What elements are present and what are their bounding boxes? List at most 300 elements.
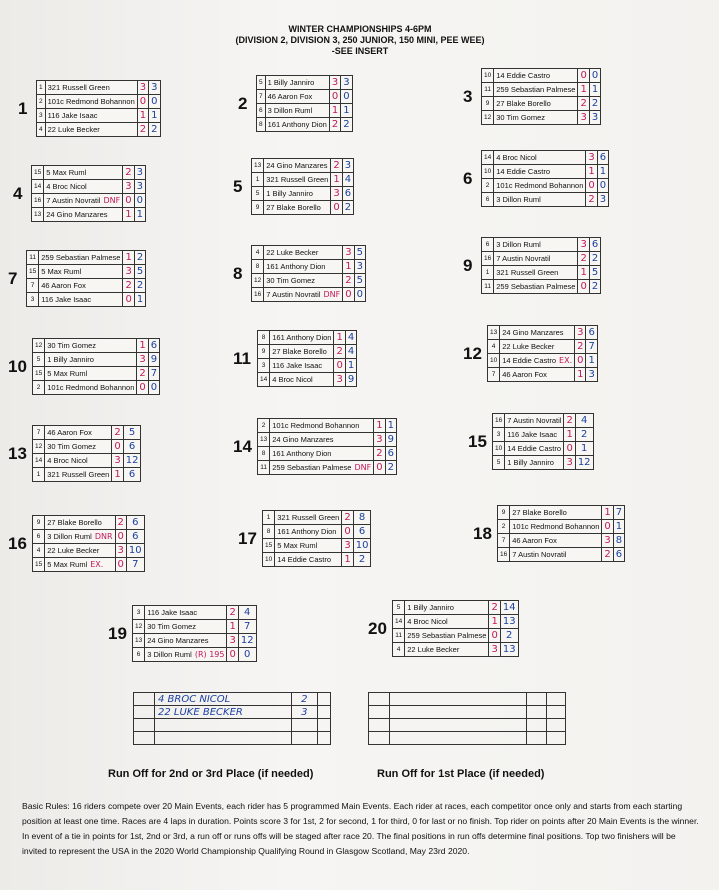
rider-name: 1 Billy Janniro xyxy=(407,602,454,612)
rider-name: 14 Eddie Castro xyxy=(496,166,551,176)
total-points: 13 xyxy=(500,643,518,657)
race-row xyxy=(33,468,141,482)
runoff-score xyxy=(292,719,318,732)
race-points: 0 xyxy=(342,525,353,539)
runoff-rider-name: 22 LUKE BECKER xyxy=(155,706,292,719)
rider-name: 321 Russell Green xyxy=(47,469,110,479)
total-points: 4 xyxy=(238,606,256,620)
rider-cell xyxy=(264,201,331,215)
rider-name: 30 Tim Gomez xyxy=(147,621,196,631)
race-table xyxy=(481,68,601,125)
race-row xyxy=(32,194,146,208)
rider-name: 101c Redmond Bohannon xyxy=(47,96,135,106)
total-points: 5 xyxy=(354,274,365,288)
total-points: 1 xyxy=(613,520,624,534)
rider-name: 101c Redmond Bohannon xyxy=(512,521,600,531)
start-position: 12 xyxy=(33,440,45,454)
total-points: 2 xyxy=(134,251,145,265)
race-table xyxy=(36,80,161,137)
start-position: 12 xyxy=(33,339,45,353)
race-points: 3 xyxy=(137,353,148,367)
rider-cell xyxy=(494,151,586,165)
race-row xyxy=(33,426,141,440)
rider-name: 24 Gino Manzares xyxy=(272,434,334,444)
runoff-rider-name: 4 BROC NICOL xyxy=(155,693,292,706)
race-row xyxy=(482,266,601,280)
total-points: 12 xyxy=(575,456,593,470)
rider-cell xyxy=(270,331,334,345)
race-points: 3 xyxy=(227,634,238,648)
runoff-rider-name xyxy=(390,706,527,719)
rider-name: 259 Sebastian Palmese xyxy=(496,84,576,94)
start-position: 10 xyxy=(482,165,494,179)
rider-name: 161 Anthony Dion xyxy=(266,261,326,271)
race-row xyxy=(482,238,601,252)
total-points: 4 xyxy=(345,345,356,359)
total-points: 0 xyxy=(341,90,352,104)
race-row xyxy=(252,288,366,302)
race-row xyxy=(263,511,371,525)
start-position: 6 xyxy=(482,193,494,207)
rider-cell xyxy=(500,368,575,382)
start-position: 9 xyxy=(482,97,494,111)
rider-name: 116 Jake Isaac xyxy=(272,360,323,370)
race-points: 3 xyxy=(489,643,500,657)
race-row xyxy=(27,251,146,265)
total-points: 3 xyxy=(589,111,600,125)
start-position: 2 xyxy=(498,520,510,534)
race-points: 2 xyxy=(137,367,148,381)
total-points: 6 xyxy=(613,548,624,562)
rider-cell xyxy=(45,109,137,123)
rider-note: DNF xyxy=(354,462,372,472)
start-position: 15 xyxy=(263,539,275,553)
race-points: 3 xyxy=(137,81,148,95)
race-table xyxy=(262,510,371,567)
total-points: 9 xyxy=(385,433,396,447)
runoff-score xyxy=(527,693,547,706)
total-points: 2 xyxy=(589,252,600,266)
runoff-score xyxy=(527,719,547,732)
rider-name: 116 Jake Isaac xyxy=(147,607,198,617)
race-number: 4 xyxy=(13,184,23,203)
rider-cell xyxy=(264,159,331,173)
race-points: 2 xyxy=(374,447,385,461)
race-row xyxy=(33,530,145,544)
race-points: 0 xyxy=(575,354,586,368)
total-points: 1 xyxy=(597,165,608,179)
total-points: 3 xyxy=(134,166,145,180)
start-position: 13 xyxy=(32,208,44,222)
race-row xyxy=(493,428,594,442)
rider-name: 5 Max Ruml xyxy=(277,540,318,550)
runoff-row xyxy=(134,732,331,745)
start-position: 14 xyxy=(393,615,405,629)
race-table xyxy=(32,515,145,572)
race-number: 7 xyxy=(8,269,18,288)
rider-name: 4 Broc Nicol xyxy=(407,616,448,626)
race-points: 3 xyxy=(112,454,123,468)
rider-cell xyxy=(270,373,334,387)
race-points: 1 xyxy=(564,428,575,442)
rider-cell xyxy=(270,345,334,359)
rider-name: 27 Blake Borello xyxy=(272,346,327,356)
rider-name: 116 Jake Isaac xyxy=(47,110,98,120)
rider-cell xyxy=(510,548,602,562)
start-position: 4 xyxy=(393,643,405,657)
rider-cell xyxy=(265,90,329,104)
race-row xyxy=(33,516,145,530)
rider-note: DNR xyxy=(94,531,113,541)
race-points: 2 xyxy=(575,340,586,354)
start-position: 9 xyxy=(498,506,510,520)
total-points: 1 xyxy=(589,83,600,97)
race-row xyxy=(27,293,146,307)
total-points: 4 xyxy=(345,331,356,345)
total-points: 13 xyxy=(500,615,518,629)
race-table xyxy=(392,600,519,657)
rider-cell xyxy=(264,260,343,274)
rider-cell xyxy=(45,530,115,544)
rider-note: EX. xyxy=(559,355,573,365)
race-points: 1 xyxy=(137,339,148,353)
start-position: 13 xyxy=(488,326,500,340)
rider-name: 1 Billy Janniro xyxy=(266,188,313,198)
start-position: 7 xyxy=(488,368,500,382)
race-points: 3 xyxy=(334,373,345,387)
rider-cell xyxy=(45,426,112,440)
rider-name: 5 Max Ruml xyxy=(47,368,88,378)
race-points: 0 xyxy=(343,288,354,302)
total-points: 2 xyxy=(575,428,593,442)
race-row xyxy=(37,109,161,123)
race-row xyxy=(27,279,146,293)
total-points: 3 xyxy=(342,159,353,173)
race-table xyxy=(132,605,257,662)
rider-cell xyxy=(45,353,137,367)
race-table xyxy=(31,165,146,222)
total-points: 8 xyxy=(613,534,624,548)
rider-name: 116 Jake Isaac xyxy=(41,294,92,304)
start-position: 11 xyxy=(482,83,494,97)
race-number: 2 xyxy=(238,94,248,113)
total-points: 2 xyxy=(134,279,145,293)
start-position: 1 xyxy=(263,511,275,525)
rider-name: 259 Sebastian Palmese xyxy=(496,281,576,291)
rider-name: 1 Billy Janniro xyxy=(47,354,94,364)
race-row xyxy=(258,433,397,447)
runoff-row xyxy=(369,693,566,706)
rider-name: 27 Blake Borello xyxy=(266,202,321,212)
rider-name: 5 Max Ruml xyxy=(41,266,82,276)
start-position: 9 xyxy=(33,516,45,530)
start-position: 15 xyxy=(33,558,45,572)
rider-name: 30 Tim Gomez xyxy=(496,112,545,122)
start-position: 5 xyxy=(33,353,45,367)
start-position: 13 xyxy=(133,634,145,648)
rider-name: 22 Luke Becker xyxy=(502,341,555,351)
total-points: 5 xyxy=(589,266,600,280)
start-position: 6 xyxy=(482,238,494,252)
rider-name: 321 Russell Green xyxy=(47,82,110,92)
race-row xyxy=(33,558,145,572)
rider-cell xyxy=(44,166,123,180)
rider-name: 4 Broc Nicol xyxy=(496,152,537,162)
start-position: 7 xyxy=(257,90,266,104)
runoff-gate-cell xyxy=(134,693,155,706)
rider-name: 22 Luke Becker xyxy=(266,247,319,257)
race-row xyxy=(498,534,625,548)
race-points: 1 xyxy=(602,506,613,520)
start-position: 10 xyxy=(482,69,494,83)
total-points: 0 xyxy=(148,381,159,395)
rider-note: DNF xyxy=(323,289,341,299)
race-row xyxy=(258,461,397,475)
total-points: 2 xyxy=(500,629,518,643)
rider-name: 3 Dillon Ruml xyxy=(47,531,92,541)
sheet-header xyxy=(180,24,540,57)
race-points: 1 xyxy=(137,109,148,123)
total-points: 5 xyxy=(123,426,141,440)
race-row xyxy=(252,274,366,288)
race-points: 2 xyxy=(602,548,613,562)
rider-cell xyxy=(265,104,329,118)
race-row xyxy=(482,83,601,97)
race-points: 2 xyxy=(227,606,238,620)
total-points: 2 xyxy=(589,97,600,111)
runoff-rider-name xyxy=(390,732,527,745)
start-position: 5 xyxy=(493,456,505,470)
total-points: 1 xyxy=(134,208,145,222)
start-position: 9 xyxy=(258,345,270,359)
race-points: 0 xyxy=(334,359,345,373)
race-points: 2 xyxy=(112,426,123,440)
race-row xyxy=(33,544,145,558)
rider-name: 7 Austin Novratil xyxy=(46,195,101,205)
race-number: 8 xyxy=(233,264,243,283)
rider-cell xyxy=(45,468,112,482)
rider-name: 14 Eddie Castro xyxy=(502,355,557,365)
rider-cell xyxy=(45,558,115,572)
runoff-gate-cell xyxy=(369,732,390,745)
total-points: 4 xyxy=(575,414,593,428)
race-points: 0 xyxy=(123,293,134,307)
rider-name: 101c Redmond Bohannon xyxy=(47,382,135,392)
start-position: 1 xyxy=(33,468,45,482)
total-points: 7 xyxy=(148,367,159,381)
total-points: 6 xyxy=(342,187,353,201)
runoff-gate-cell xyxy=(369,693,390,706)
race-row xyxy=(33,381,160,395)
race-points: 3 xyxy=(123,265,134,279)
rider-name: 4 Broc Nicol xyxy=(272,374,313,384)
rider-cell xyxy=(494,252,578,266)
race-points: 0 xyxy=(329,90,340,104)
total-points: 7 xyxy=(613,506,624,520)
race-points: 1 xyxy=(331,173,342,187)
rider-name: 22 Luke Becker xyxy=(47,124,100,134)
race-points: 1 xyxy=(374,419,385,433)
start-position: 16 xyxy=(493,414,505,428)
runoff-extra-cell xyxy=(546,693,566,706)
race-row xyxy=(493,442,594,456)
race-row xyxy=(252,260,366,274)
race-number: 17 xyxy=(238,529,257,548)
runoff-row xyxy=(369,732,566,745)
total-points: 0 xyxy=(589,69,600,83)
race-points: 1 xyxy=(489,615,500,629)
start-position: 4 xyxy=(33,544,45,558)
race-points: 3 xyxy=(578,111,589,125)
runoff-rider-name xyxy=(155,732,292,745)
rider-cell xyxy=(39,293,123,307)
race-number: 19 xyxy=(108,624,127,643)
runoff-first-table xyxy=(368,692,566,745)
runoff-score: 2 xyxy=(292,693,318,706)
runoff-extra-cell xyxy=(546,732,566,745)
start-position: 5 xyxy=(393,601,405,615)
race-number: 3 xyxy=(463,87,473,106)
runoff-rider-name xyxy=(155,719,292,732)
runoff-row xyxy=(134,706,331,719)
race-row xyxy=(393,629,519,643)
runoff-gate-cell xyxy=(369,719,390,732)
total-points: 1 xyxy=(149,109,160,123)
race-row xyxy=(488,368,598,382)
race-table xyxy=(481,237,601,294)
race-points: 3 xyxy=(331,187,342,201)
rider-name: 22 Luke Becker xyxy=(407,644,460,654)
race-row xyxy=(498,506,625,520)
race-row xyxy=(258,331,357,345)
runoff-second-label: Run Off for 2nd or 3rd Place (if needed) xyxy=(108,768,314,780)
race-points: 1 xyxy=(123,251,134,265)
race-points: 0 xyxy=(578,280,589,294)
race-points: 0 xyxy=(137,95,148,109)
rider-cell xyxy=(45,440,112,454)
total-points: 7 xyxy=(238,620,256,634)
race-row xyxy=(258,419,397,433)
rider-cell xyxy=(505,414,564,428)
race-number: 20 xyxy=(368,619,387,638)
race-points: 3 xyxy=(123,180,134,194)
total-points: 5 xyxy=(354,246,365,260)
race-number: 10 xyxy=(8,357,27,376)
race-points: 2 xyxy=(564,414,575,428)
race-row xyxy=(252,187,354,201)
race-points: 2 xyxy=(115,516,126,530)
total-points: 0 xyxy=(354,288,365,302)
race-points: 2 xyxy=(578,252,589,266)
race-row xyxy=(32,180,146,194)
race-number: 15 xyxy=(468,432,487,451)
race-points: 0 xyxy=(586,179,597,193)
rider-cell xyxy=(45,454,112,468)
total-points: 0 xyxy=(149,95,160,109)
rider-name: 161 Anthony Dion xyxy=(267,119,327,129)
rider-cell xyxy=(264,246,343,260)
race-table xyxy=(492,413,594,470)
start-position: 10 xyxy=(493,442,505,456)
total-points: 14 xyxy=(500,601,518,615)
rider-cell xyxy=(505,428,564,442)
rider-name: 161 Anthony Dion xyxy=(277,526,337,536)
race-row xyxy=(252,246,366,260)
start-position: 1 xyxy=(37,81,46,95)
rider-name: 259 Sebastian Palmese xyxy=(41,252,121,262)
start-position: 2 xyxy=(258,419,270,433)
rider-cell xyxy=(39,279,123,293)
race-table xyxy=(251,158,354,215)
start-position: 5 xyxy=(257,76,266,90)
race-row xyxy=(257,104,353,118)
rider-name: 27 Blake Borello xyxy=(47,517,102,527)
start-position: 8 xyxy=(258,331,270,345)
rider-cell xyxy=(45,81,137,95)
race-row xyxy=(37,123,161,137)
race-row xyxy=(482,69,601,83)
rider-name: 5 Max Ruml xyxy=(47,559,88,569)
total-points: 1 xyxy=(586,354,597,368)
rider-name: 5 Max Ruml xyxy=(46,167,87,177)
rider-name: 14 Eddie Castro xyxy=(277,554,332,564)
total-points: 2 xyxy=(353,553,371,567)
race-table xyxy=(481,150,609,207)
race-row xyxy=(257,76,353,90)
total-points: 6 xyxy=(123,468,141,482)
total-points: 1 xyxy=(341,104,352,118)
runoff-extra-cell xyxy=(546,706,566,719)
race-row xyxy=(263,553,371,567)
race-row xyxy=(393,601,519,615)
race-points: 2 xyxy=(123,166,134,180)
rider-name: 7 Austin Novratil xyxy=(266,289,321,299)
rider-cell xyxy=(145,648,227,662)
rider-name: 161 Anthony Dion xyxy=(272,332,332,342)
race-row xyxy=(488,354,598,368)
race-points: 1 xyxy=(334,331,345,345)
total-points: 10 xyxy=(353,539,371,553)
start-position: 4 xyxy=(252,246,264,260)
start-position: 3 xyxy=(37,109,46,123)
total-points: 0 xyxy=(597,179,608,193)
runoff-row xyxy=(369,719,566,732)
race-number: 13 xyxy=(8,444,27,463)
start-position: 11 xyxy=(27,251,39,265)
race-row xyxy=(493,456,594,470)
race-number: 9 xyxy=(463,256,473,275)
rider-cell xyxy=(45,339,137,353)
rider-cell xyxy=(494,83,578,97)
total-points: 7 xyxy=(586,340,597,354)
start-position: 8 xyxy=(258,447,270,461)
rider-cell xyxy=(264,274,343,288)
total-points: 7 xyxy=(126,558,144,572)
rider-cell xyxy=(494,97,578,111)
runoff-score xyxy=(292,732,318,745)
race-points: 0 xyxy=(123,194,134,208)
runoff-row xyxy=(134,719,331,732)
race-table xyxy=(257,330,357,387)
start-position: 5 xyxy=(252,187,264,201)
start-position: 16 xyxy=(32,194,44,208)
total-points: 6 xyxy=(353,525,371,539)
total-points: 6 xyxy=(126,516,144,530)
total-points: 1 xyxy=(345,359,356,373)
rider-name: 116 Jake Isaac xyxy=(507,429,558,439)
race-points: 3 xyxy=(564,456,575,470)
total-points: 9 xyxy=(345,373,356,387)
